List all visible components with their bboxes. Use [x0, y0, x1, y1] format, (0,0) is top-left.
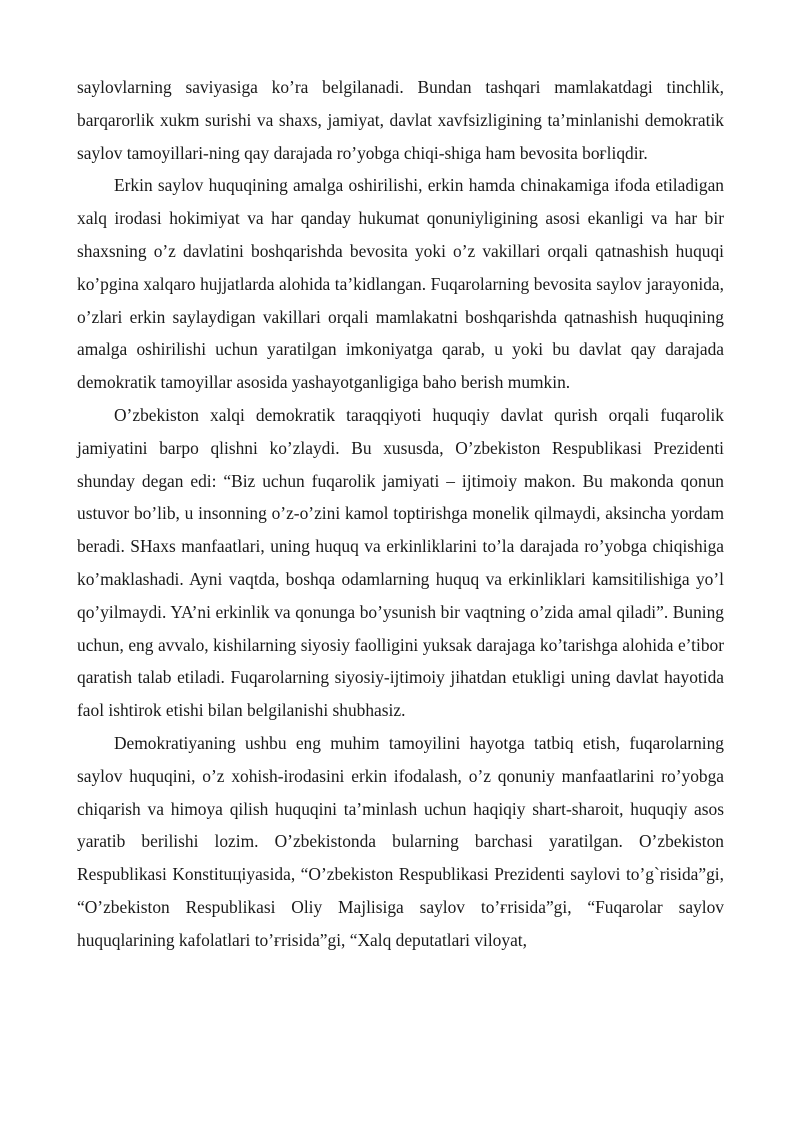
document-page — [77, 71, 724, 957]
paragraph-3: O’zbekiston xalqi demokratik taraqqiyoti huquqiy davlat qurish orqali fuqarolik jamiyatini barpo qlishni ko’zlaydi. Bu xususda, O’zbekiston Respublikasi Prezidenti shunday degan edi: “Biz uchun fuqarolik jamiyati – ijtimoiy makon. Bu makonda qonun ustuvor bo’lib, u insonning o’z-o’zini kamol toptirishga monelik qilmaydi, aksincha yordam beradi. SHaxs manfaatlari, uning huquq va erkinliklarini to’la darajada ro’yobga chiqishiga ko’maklashadi. Ayni vaqtda, boshqa odamlarning huquq va erkinliklari kamsitilishiga yo’l qo’yilmaydi. YA’ni erkinlik va qonunga bo’ysunish bir vaqtning o’zida amal qiladi”. Buning uchun, eng avvalo, kishilarning siyosiy faolligini yuksak darajaga ko’tarishga alohida e’tibor qaratish talab etiladi. Fuqarolarning siyosiy-ijtimoiy jihatdan etukligi uning davlat hayotida faol ishtirok etishi bilan belgilanishi shubhasiz. — [77, 404, 724, 721]
paragraph-4: Demokratiyaning ushbu eng muhim tamoyilini hayotga tatbiq etish, fuqarolarning saylov huquqini, o’z xohish-irodasini erkin ifodalash, o’z qonuniy manfaatlarini ro’yobga chiqarish va himoya qilish huquqini ta’minlash uchun haqiqiy shart-sharoit, huquqiy asos yaratib berilishi lozim. O’zbekistonda bularning barchasi yaratilgan. O’zbekiston Respublikasi Konstituцiyasida, “O’zbekiston Respublikasi Prezidenti saylovi to’g`risida”gi, “O’zbekiston Respublikasi Oliy Majlisiga saylov to’ғrisida”gi, “Fuqarolar saylov huquqlarining kafolatlari to’ғrisida”gi, “Xalq deputatlari viloyat, — [77, 732, 724, 950]
paragraph-2: Erkin saylov huquqining amalga oshirilishi, erkin hamda chinakamiga ifoda etiladigan xalq irodasi hokimiyat va har qanday hukumat qonuniyligining asosi ekanligi va har bir shaxsning o’z davlatini boshqarishda bevosita yoki o’z vakillari orqali qatnashish huquqi ko’pgina xalqaro hujjatlarda alohida ta’kidlangan. Fuqarolarning bevosita saylov jarayonida, o’zlari erkin saylaydigan vakillari orqali mamlakatni boshqarishda qatnashish huquqining amalga oshirilishi uchun yaratilgan imkoniyatga qarab, u yoki bu davlat qay darajada demokratik tamoyillar asosida yashayotganligiga baho berish mumkin. — [77, 175, 724, 393]
paragraph-1: saylovlarning saviyasiga ko’ra belgilanadi. Bundan tashqari mamlakatdagi tinchlik, barqarorlik xukm surishi va shaxs, jamiyat, davlat xavfsizligining ta’minlanishi demokratik saylov tamoyillari-ning qay darajada ro’yobga chiqi-shiga ham bevosita boғliqdir. — [77, 77, 724, 163]
